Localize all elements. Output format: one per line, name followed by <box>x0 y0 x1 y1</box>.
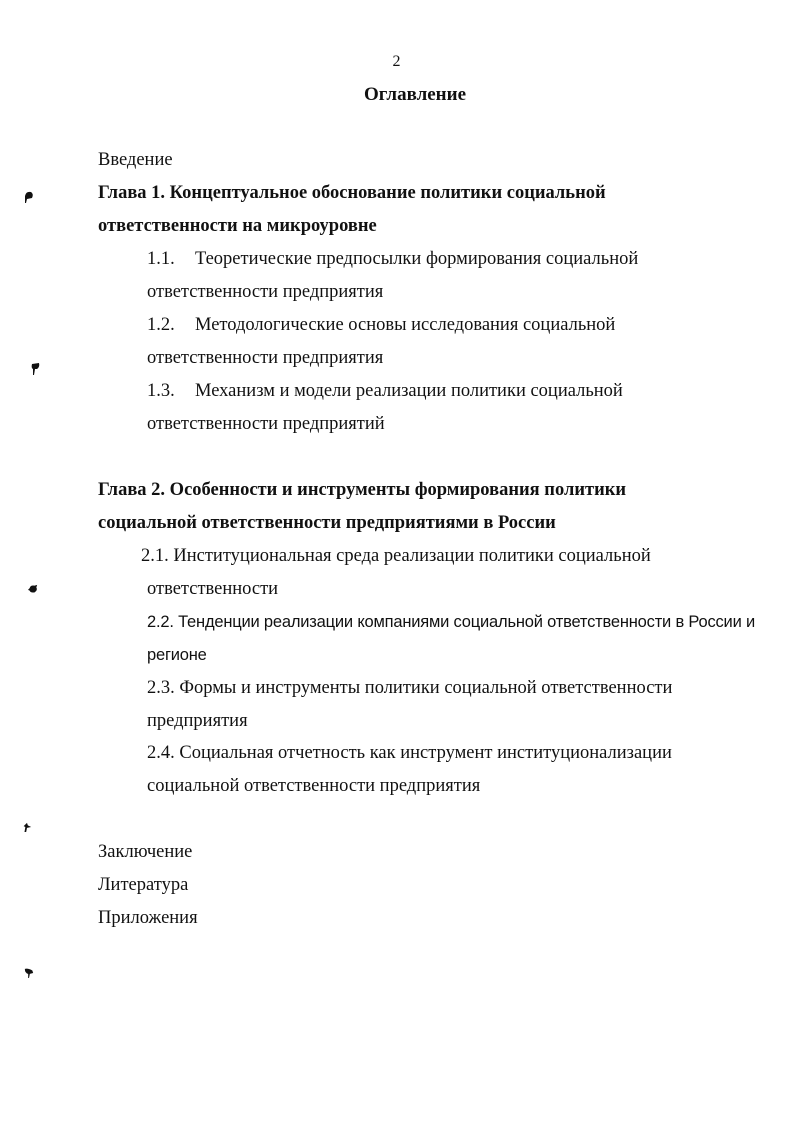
section-1-1-text: Теоретические предпосылки формирования социальной <box>195 249 639 269</box>
section-1-1-line2: ответственности предприятия <box>147 282 384 302</box>
section-1-1-line1 <box>147 248 638 270</box>
section-1-3-number: 1.3. <box>147 381 175 401</box>
punch-hole-mark <box>24 966 34 980</box>
section-1-2-line2: ответственности предприятия <box>147 348 384 368</box>
section-1-2-text: Методологические основы исследования социальной <box>195 315 616 335</box>
toc-conclusion: Заключение <box>98 842 193 862</box>
section-2-3-line1: 2.3. Формы и инструменты политики социальной ответственности <box>147 678 673 698</box>
section-1-2-line1 <box>147 314 615 336</box>
section-2-2-line1: 2.2. Тенденции реализации компаниями социальной ответственности в России и <box>147 613 755 631</box>
chapter2-title-line1: Глава 2. Особенности и инструменты формирования политики <box>98 480 627 500</box>
chapter1-title-line2: ответственности на микроуровне <box>98 216 377 236</box>
section-1-3-line1 <box>147 380 623 402</box>
section-2-4-line1: 2.4. Социальная отчетность как инструмент институционализации <box>147 743 672 763</box>
section-1-3-line2: ответственности предприятий <box>147 414 385 434</box>
punch-hole-mark <box>22 820 32 834</box>
section-2-1-line1: 2.1. Институциональная среда реализации политики социальной <box>141 546 651 566</box>
chapter1-title-line1: Глава 1. Концептуальное обоснование политики социальной <box>98 183 606 203</box>
section-2-3-line2: предприятия <box>147 711 248 731</box>
chapter2-title-line2: социальной ответственности предприятиями в России <box>98 513 556 533</box>
section-2-1-line2: ответственности <box>147 579 279 599</box>
section-1-1-number: 1.1. <box>147 249 175 269</box>
punch-hole-mark <box>30 362 40 376</box>
punch-hole-mark <box>24 190 34 204</box>
toc-title: Оглавление <box>363 84 467 105</box>
toc-literature: Литература <box>98 875 189 895</box>
section-1-3-text: Механизм и модели реализации политики социальной <box>195 381 623 401</box>
punch-hole-mark <box>28 582 38 596</box>
toc-introduction: Введение <box>98 150 173 170</box>
section-2-4-line2: социальной ответственности предприятия <box>147 776 481 796</box>
section-1-2-number: 1.2. <box>147 315 175 335</box>
toc-appendices: Приложения <box>98 908 198 928</box>
page-number: 2 <box>392 53 401 70</box>
section-2-2-line2: регионе <box>147 646 207 664</box>
